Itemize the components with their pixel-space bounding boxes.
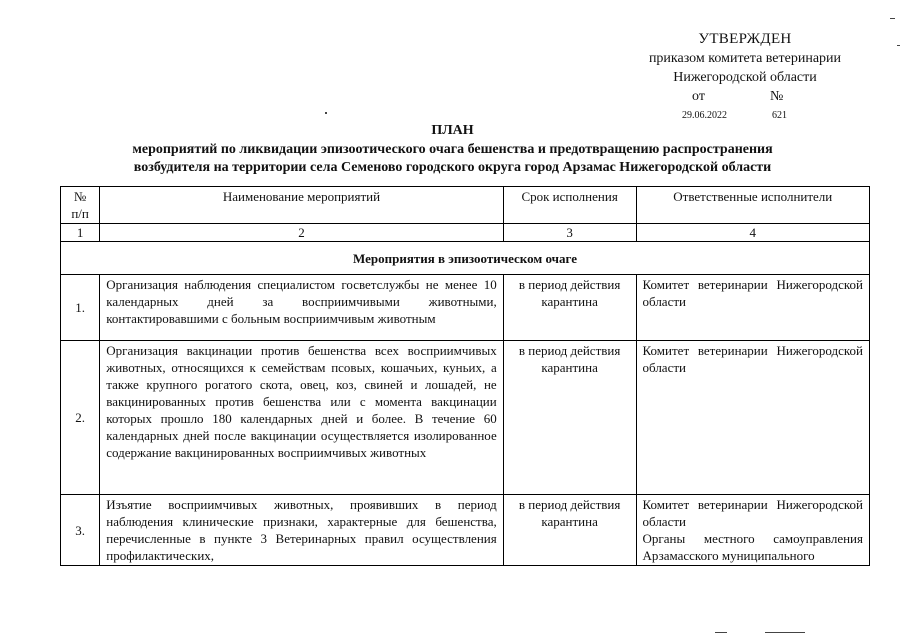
row-responsible [636, 495, 869, 566]
table-header-row [61, 187, 870, 224]
header-term: Срок исполнения [503, 187, 636, 224]
approval-date-row [600, 106, 890, 120]
index-cell: 1 [61, 224, 100, 242]
row-number: 1. [61, 275, 100, 341]
row-name: Организация вакцинации против бешенства всех восприимчивых животных, относящихся к семействам псовых, кошачьих, куньих, а также крупного рогатого скота, овец, коз, свиней и лошадей, не вакцинированных против бешенства или с момента вакцинации которых прошло 180 календарных дней и более. В течение 60 календарных дней после вакцинации осуществляется изолированное содержание вакцинированных восприимчивых животных [100, 341, 503, 495]
row-responsible [636, 341, 869, 495]
scan-mark [715, 632, 727, 633]
table-row [61, 341, 870, 495]
approval-number: 621 [772, 110, 787, 121]
approval-line-1: приказом комитета ветеринарии [648, 51, 842, 66]
table-row [61, 495, 870, 566]
row-name: Изъятие восприимчивых животных, проявивших в период наблюдения клинические признаки, характерные для бешенства, перечисленные в пункте 3 Ветеринарных правил осуществления профилактических, [100, 495, 503, 566]
index-cell: 3 [503, 224, 636, 242]
responsible-item: Комитет ветеринарии Нижегородской области [642, 277, 863, 309]
row-term: в период действия карантина [503, 275, 636, 341]
approval-block [600, 30, 890, 120]
row-term: в период действия карантина [503, 495, 636, 566]
row-name: Организация наблюдения специалистом госветслужбы не менее 10 календарных дней за восприимчивыми животными, контактировавшими с больным восприимчивым животным [100, 275, 503, 341]
plan-table [60, 186, 870, 566]
approval-line-2: Нижегородской области [673, 70, 817, 85]
index-cell: 4 [636, 224, 869, 242]
row-term: в период действия карантина [503, 341, 636, 495]
scan-mark [325, 112, 327, 114]
header-name: Наименование мероприятий [100, 187, 503, 224]
header-num-line-2: п/п [71, 206, 89, 221]
plan-subtitle-line-1: мероприятий по ликвидации эпизоотического очага бешенства и предотвращению распространения [132, 142, 773, 157]
header-num-line-1: № [73, 189, 87, 204]
header-resp: Ответственные исполнители [636, 187, 869, 224]
header-num [61, 187, 100, 224]
approval-from-row [600, 87, 890, 106]
row-responsible [636, 275, 869, 341]
number-label: № [770, 89, 784, 104]
scan-mark [897, 45, 900, 46]
from-label: от [692, 89, 705, 104]
section-row [61, 242, 870, 275]
approval-heading: УТВЕРЖДЕН [698, 31, 792, 47]
index-row [61, 224, 870, 242]
plan-subtitle-line-2: возбудителя на территории села Семеново городского округа город Арзамас Нижегородской области [133, 160, 772, 175]
scan-mark [765, 632, 805, 633]
responsible-item: Комитет ветеринарии Нижегородской области [642, 343, 863, 375]
approval-date: 29.06.2022 [682, 110, 727, 121]
plan-title: ПЛАН [431, 123, 474, 138]
row-number: 2. [61, 341, 100, 495]
responsible-item: Комитет ветеринарии Нижегородской области [642, 497, 863, 529]
table-row [61, 275, 870, 341]
responsible-item: Органы местного самоуправления Арзамасского муниципального [642, 531, 863, 563]
section-title: Мероприятия в эпизоотическом очаге [61, 242, 870, 275]
index-cell: 2 [100, 224, 503, 242]
scan-mark [890, 18, 895, 19]
row-number: 3. [61, 495, 100, 566]
